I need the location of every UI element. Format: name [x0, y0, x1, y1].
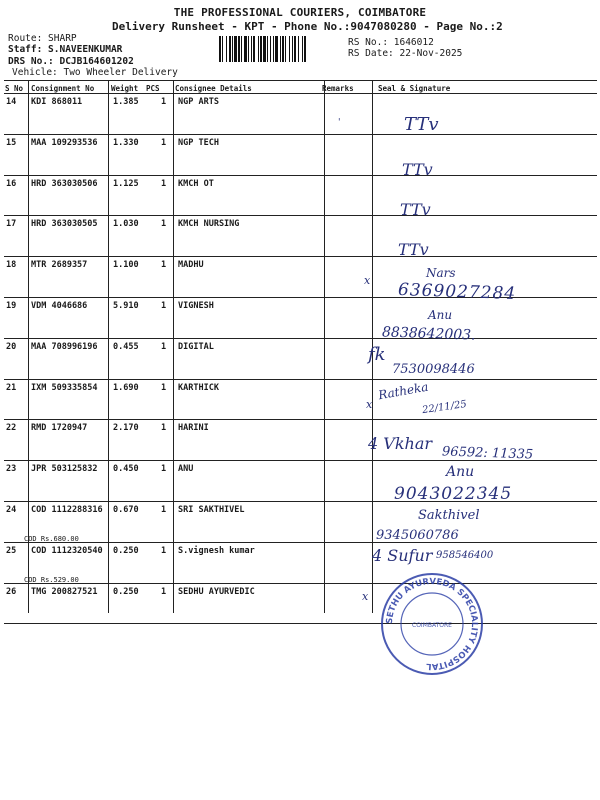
row-divider — [4, 175, 597, 176]
row-sno: 17 — [6, 219, 17, 230]
row-weight: 0.455 — [113, 341, 139, 352]
col-remarks: Remarks — [322, 84, 354, 93]
row-sno: 25 — [6, 545, 17, 556]
row-divider — [4, 542, 597, 543]
hospital-stamp — [380, 572, 484, 676]
row-pcs: 1 — [161, 464, 167, 475]
barcode-bar — [226, 36, 227, 62]
row-divider — [4, 419, 597, 420]
row-consignment-no: IXM 509335854 — [31, 382, 98, 393]
row-sno: 16 — [6, 178, 17, 189]
row-consignee: SEDHU AYURVEDIC — [178, 586, 255, 597]
row-consignment-no: HRD 363030505 — [31, 219, 98, 230]
col-divider-3 — [173, 80, 174, 613]
row-weight: 1.125 — [113, 178, 139, 189]
row-sno: 24 — [6, 505, 17, 515]
handwritten-name: Sakthivel — [418, 508, 480, 523]
row-pcs: 1 — [161, 505, 167, 515]
row-sno: 15 — [6, 137, 17, 148]
row-weight: 1.030 — [113, 219, 139, 230]
row-weight: 0.670 — [113, 505, 139, 515]
stamp-ring-text: SETHU AYURVEDA SPECIALITY HOSPITAL — [384, 576, 480, 672]
barcode-bar — [275, 36, 278, 62]
table-top-border — [4, 80, 597, 81]
row-sno: 19 — [6, 301, 17, 311]
col-divider-2 — [108, 80, 109, 613]
row-consignment-no: MTR 2689357 — [31, 260, 88, 271]
signature-initials: TTv — [404, 114, 439, 135]
barcode-bar — [294, 36, 296, 62]
row-pcs: 1 — [161, 219, 167, 230]
row-consignment-no: KDI 868011 — [31, 97, 83, 107]
row-consignment-no: COD 1112320540 — [31, 545, 103, 556]
barcode-bar — [260, 36, 262, 62]
row-consignee: NGP TECH — [178, 137, 219, 148]
staff: Staff: S.NAVEENKUMAR — [8, 44, 123, 55]
row-consignee: S.vignesh kumar — [178, 545, 255, 556]
handwritten-name: Nars — [426, 266, 456, 280]
signature-mark: 4 Sufur — [372, 546, 433, 565]
barcode-bar — [292, 36, 293, 62]
row-weight: 1.100 — [113, 260, 139, 271]
handwritten-phone: 8838642003. — [381, 324, 476, 344]
barcode-bar — [289, 36, 290, 62]
row-sno: 21 — [6, 382, 17, 393]
row-divider — [4, 583, 597, 584]
barcode-bar — [304, 36, 306, 62]
handwritten-phone: 6369027284 — [397, 279, 517, 305]
row-cod-amount: COD Rs.529.00 — [24, 575, 79, 584]
barcode-bar — [270, 36, 271, 62]
barcode-bar — [302, 36, 303, 62]
row-weight: 1.385 — [113, 97, 139, 107]
barcode-bar — [244, 36, 247, 62]
barcode-bar — [222, 36, 223, 62]
row-divider — [4, 256, 597, 257]
row-consignee: MADHU — [178, 260, 204, 271]
barcode-bar — [273, 36, 274, 62]
row-pcs: 1 — [161, 382, 167, 393]
remark-mark: x — [362, 590, 369, 603]
handwritten-name: Anu — [446, 464, 475, 480]
handwritten-phone: 9345060786 — [376, 528, 459, 543]
row-sno: 22 — [6, 423, 17, 434]
barcode-bar — [258, 36, 259, 62]
handwritten-name: Anu — [428, 308, 453, 322]
route: Route: SHARP — [8, 33, 77, 44]
row-consignee: ANU — [178, 464, 194, 475]
row-weight: 0.250 — [113, 545, 139, 556]
row-consignment-no: MAA 708996196 — [31, 341, 98, 352]
remark-mark: x — [366, 398, 373, 411]
barcode-bar — [234, 36, 237, 62]
signature-initials: TTv — [400, 200, 431, 219]
signature-mark: Ratheka — [377, 379, 430, 403]
runsheet-title: Delivery Runsheet - KPT - Phone No.:9047080280 - Page No.:2 — [112, 20, 503, 33]
handwritten-phone: 9043022345 — [394, 484, 513, 504]
barcode-bar — [238, 36, 240, 62]
handwritten-phone: 958546400 — [436, 550, 494, 561]
row-consignee: KMCH NURSING — [178, 219, 240, 230]
col-seal: Seal & Signature — [378, 84, 451, 93]
barcode-bar — [253, 36, 255, 62]
row-pcs: 1 — [161, 586, 167, 597]
row-consignment-no: COD 1112288316 — [31, 505, 103, 515]
handwritten-phone: 7530098446 — [392, 362, 475, 377]
barcode-bar — [298, 36, 299, 62]
col-divider-1 — [28, 80, 29, 613]
col-consignee: Consignee Details — [175, 84, 252, 93]
barcode-bar — [232, 36, 233, 62]
row-sno: 20 — [6, 341, 17, 352]
row-consignee: SRI SAKTHIVEL — [178, 505, 245, 515]
row-pcs: 1 — [161, 260, 167, 271]
row-consignment-no: VDM 4046686 — [31, 301, 88, 311]
row-pcs: 1 — [161, 137, 167, 148]
row-consignment-no: HRD 363030506 — [31, 178, 98, 189]
barcode-bar — [251, 36, 252, 62]
rs-number: RS No.: 1646012 — [348, 37, 434, 48]
row-divider — [4, 623, 597, 624]
row-divider — [4, 379, 597, 380]
handwritten-date: 22/11/25 — [421, 398, 468, 417]
handwritten-phone: 96592: 11335 — [441, 444, 534, 463]
stamp-center-text: COIMBATORE — [412, 622, 452, 629]
row-sno: 14 — [6, 97, 17, 107]
row-consignee: KARTHICK — [178, 382, 219, 393]
signature-initials: TTv — [402, 160, 433, 179]
barcode-bar — [229, 36, 231, 62]
barcode-bar — [241, 36, 242, 62]
vehicle: Vehicle: Two Wheeler Delivery — [12, 67, 178, 78]
row-consignee: DIGITAL — [178, 341, 214, 352]
barcode-bar — [285, 36, 286, 62]
signature-mark: fk — [368, 344, 386, 365]
row-cod-amount: COD Rs.680.00 — [24, 535, 79, 543]
row-divider — [4, 215, 597, 216]
barcode-bar — [267, 36, 268, 62]
barcode-bar — [282, 36, 284, 62]
row-pcs: 1 — [161, 341, 167, 352]
barcode-bar — [248, 36, 249, 62]
row-weight: 0.250 — [113, 586, 139, 597]
row-consignee: NGP ARTS — [178, 97, 219, 107]
row-consignment-no: TMG 200827521 — [31, 586, 98, 597]
row-consignee: VIGNESH — [178, 301, 214, 311]
remark-mark: x — [364, 274, 371, 287]
row-pcs: 1 — [161, 97, 167, 107]
signature-mark: 4 Vkhar — [368, 434, 433, 453]
barcode-bar — [219, 36, 221, 62]
col-weight: Weight — [111, 84, 139, 93]
col-pcs: PCS — [146, 84, 160, 93]
drs-number: DRS No.: DCJB164601202 — [8, 56, 134, 67]
signature-initials: TTv — [398, 240, 429, 259]
row-weight: 5.910 — [113, 301, 139, 311]
row-sno: 26 — [6, 586, 17, 597]
row-weight: 1.330 — [113, 137, 139, 148]
barcode-bar — [280, 36, 281, 62]
row-pcs: 1 — [161, 545, 167, 556]
company-name: THE PROFESSIONAL COURIERS, COIMBATORE — [173, 6, 427, 19]
header-divider — [4, 93, 597, 94]
row-pcs: 1 — [161, 178, 167, 189]
row-consignment-no: RMD 1720947 — [31, 423, 88, 434]
row-pcs: 1 — [161, 301, 167, 311]
barcode-bar — [263, 36, 266, 62]
row-sno: 18 — [6, 260, 17, 271]
row-consignment-no: MAA 109293536 — [31, 137, 98, 148]
col-sno: S No — [5, 84, 24, 93]
barcode — [219, 36, 343, 62]
row-consignment-no: JPR 503125832 — [31, 464, 98, 475]
col-consignment: Consignment No — [31, 84, 95, 93]
row-pcs: 1 — [161, 423, 167, 434]
row-consignee: KMCH OT — [178, 178, 214, 189]
row-weight: 1.690 — [113, 382, 139, 393]
remark-mark: ' — [338, 118, 341, 128]
col-divider-4 — [324, 80, 325, 613]
row-weight: 2.170 — [113, 423, 139, 434]
row-divider — [4, 134, 597, 135]
row-consignee: HARINI — [178, 423, 209, 434]
row-divider — [4, 338, 597, 339]
row-weight: 0.450 — [113, 464, 139, 475]
row-sno: 23 — [6, 464, 17, 475]
rs-date: RS Date: 22-Nov-2025 — [348, 48, 463, 59]
